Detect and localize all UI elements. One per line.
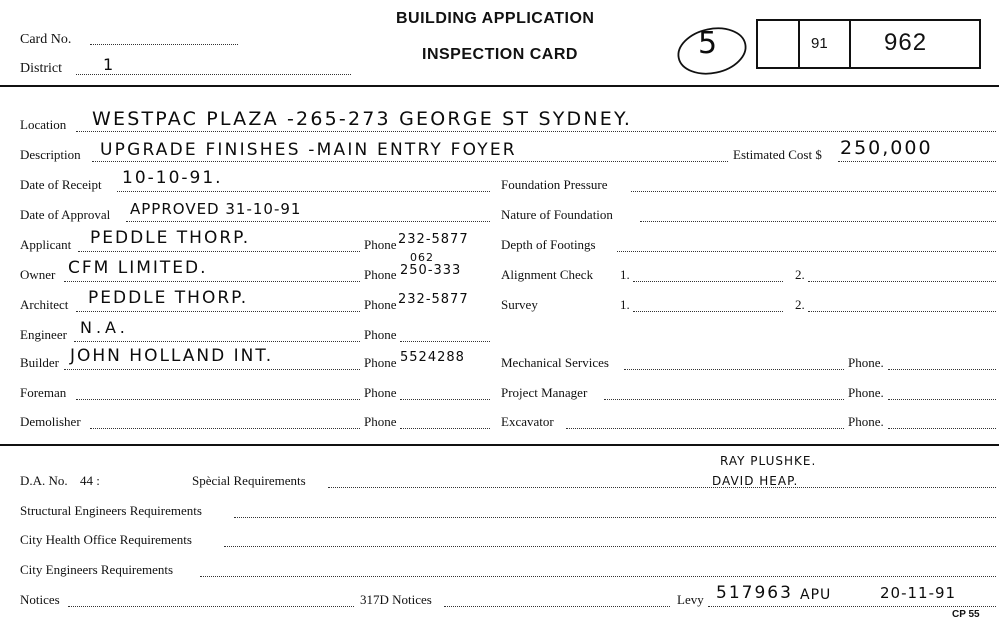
section-divider [0, 444, 999, 446]
location-field[interactable] [76, 131, 996, 132]
city-engineers-label: City Engineers Requirements [20, 562, 174, 577]
header-divider [0, 85, 999, 87]
card-number: 962 [884, 29, 928, 56]
card-no-field[interactable] [90, 44, 238, 45]
nature-foundation-field[interactable] [640, 221, 996, 222]
levy-field[interactable] [708, 606, 996, 607]
applicant-field[interactable] [78, 251, 360, 252]
applicant-phone-label: Phone [364, 237, 397, 252]
foundation-pressure-label: Foundation Pressure [501, 177, 608, 192]
city-engineers-field[interactable] [200, 576, 996, 577]
date-receipt-value: 10-10-91. [122, 168, 223, 188]
notices-field[interactable] [68, 606, 354, 607]
notices-317d-label: 317D Notices [360, 592, 432, 607]
project-manager-phone-field[interactable] [888, 399, 996, 400]
excavator-label: Excavator [501, 414, 554, 429]
engineer-value: N.A. [80, 318, 129, 337]
foreman-phone-field[interactable] [400, 399, 490, 400]
da-no-label: D.A. No. [20, 473, 68, 488]
levy-label: Levy [677, 592, 704, 607]
date-approval-label: Date of Approval [20, 207, 111, 222]
architect-label: Architect [20, 297, 69, 312]
architect-phone-value: 232-5877 [398, 292, 469, 307]
applicant-label: Applicant [20, 237, 72, 252]
date-receipt-label: Date of Receipt [20, 177, 102, 192]
foundation-pressure-field[interactable] [631, 191, 996, 192]
foreman-label: Foreman [20, 385, 67, 400]
mechanical-phone-label: Phone. [848, 355, 884, 370]
project-manager-field[interactable] [604, 399, 844, 400]
form-title-line2: INSPECTION CARD [422, 46, 578, 63]
builder-field[interactable] [64, 369, 360, 370]
survey-1-field[interactable] [633, 311, 783, 312]
excavator-phone-label: Phone. [848, 414, 884, 429]
date-receipt-field[interactable] [117, 191, 490, 192]
nature-foundation-label: Nature of Foundation [501, 207, 613, 222]
alignment-check-label: Alignment Check [501, 267, 594, 282]
excavator-phone-field[interactable] [888, 428, 996, 429]
notices-317d-field[interactable] [444, 606, 670, 607]
circled-mark-value: 5 [698, 26, 720, 61]
builder-value: JOHN HOLLAND INT. [70, 346, 274, 366]
builder-label: Builder [20, 355, 59, 370]
district-label: District [20, 61, 62, 76]
demolisher-field[interactable] [90, 428, 360, 429]
special-requirements-value-2: DAVID HEAP. [712, 474, 799, 488]
architect-value: PEDDLE THORP. [88, 288, 249, 308]
depth-footings-label: Depth of Footings [501, 237, 596, 252]
mechanical-field[interactable] [624, 369, 844, 370]
structural-engineers-label: Structural Engineers Requirements [20, 503, 202, 518]
project-manager-phone-label: Phone. [848, 385, 884, 400]
date-approval-value: APPROVED 31-10-91 [130, 200, 302, 218]
engineer-label: Engineer [20, 327, 67, 342]
demolisher-phone-label: Phone [364, 414, 397, 429]
form-code: CP 55 [952, 609, 980, 620]
notices-label: Notices [20, 592, 60, 607]
special-requirements-field[interactable] [328, 487, 996, 488]
owner-phone-top: 062 [410, 251, 434, 264]
alignment-check-1-field[interactable] [633, 281, 783, 282]
demolisher-phone-field[interactable] [400, 428, 490, 429]
special-requirements-label: Spècial Requirements [192, 473, 306, 488]
demolisher-label: Demolisher [20, 414, 81, 429]
levy-value: 517963 [716, 583, 793, 603]
survey-2-field[interactable] [808, 311, 996, 312]
estimated-cost-value: 250,000 [840, 137, 933, 159]
card-number-box [756, 19, 981, 69]
survey-label: Survey [501, 297, 538, 312]
builder-phone-value: 5524288 [400, 350, 465, 365]
mechanical-label: Mechanical Services [501, 355, 609, 370]
applicant-phone-value: 232-5877 [398, 232, 469, 247]
city-health-field[interactable] [224, 546, 996, 547]
description-value: UPGRADE FINISHES -MAIN ENTRY FOYER [100, 140, 517, 160]
engineer-field[interactable] [74, 341, 360, 342]
mechanical-phone-field[interactable] [888, 369, 996, 370]
owner-value: CFM LIMITED. [68, 258, 208, 278]
district-field[interactable] [76, 74, 351, 75]
city-health-label: City Health Office Requirements [20, 532, 192, 547]
levy-date: 20-11-91 [880, 584, 957, 602]
levy-note: APU [800, 587, 832, 603]
depth-footings-field[interactable] [617, 251, 996, 252]
district-value: 1 [103, 55, 116, 74]
owner-phone-label: Phone [364, 267, 397, 282]
card-number-box-divider-1 [798, 19, 800, 67]
da-no-value: 44 : [80, 473, 100, 488]
description-field[interactable] [92, 161, 728, 162]
survey-1-label: 1. [620, 297, 630, 312]
project-manager-label: Project Manager [501, 385, 588, 400]
alignment-check-2-field[interactable] [808, 281, 996, 282]
owner-phone-value: 250-333 [400, 263, 462, 278]
architect-phone-label: Phone [364, 297, 397, 312]
builder-phone-label: Phone [364, 355, 397, 370]
estimated-cost-field[interactable] [838, 161, 996, 162]
description-label: Description [20, 147, 81, 162]
survey-2-label: 2. [795, 297, 805, 312]
alignment-check-1-label: 1. [620, 267, 630, 282]
architect-field[interactable] [76, 311, 360, 312]
excavator-field[interactable] [566, 428, 844, 429]
location-label: Location [20, 117, 67, 132]
foreman-phone-label: Phone [364, 385, 397, 400]
owner-label: Owner [20, 267, 56, 282]
engineer-phone-label: Phone [364, 327, 397, 342]
card-no-label: Card No. [20, 32, 72, 47]
applicant-value: PEDDLE THORP. [90, 228, 251, 248]
location-value: WESTPAC PLAZA -265-273 GEORGE ST SYDNEY. [92, 108, 633, 130]
card-prefix: 91 [811, 35, 828, 52]
card-number-box-divider-2 [849, 19, 851, 67]
special-requirements-value-1: RAY PLUSHKE. [720, 454, 817, 468]
engineer-phone-field[interactable] [400, 341, 490, 342]
estimated-cost-label: Estimated Cost $ [733, 147, 822, 162]
structural-engineers-field[interactable] [234, 517, 996, 518]
form-title-line1: BUILDING APPLICATION [396, 10, 595, 27]
owner-field[interactable] [64, 281, 360, 282]
alignment-check-2-label: 2. [795, 267, 805, 282]
date-approval-field[interactable] [126, 221, 490, 222]
foreman-field[interactable] [76, 399, 360, 400]
